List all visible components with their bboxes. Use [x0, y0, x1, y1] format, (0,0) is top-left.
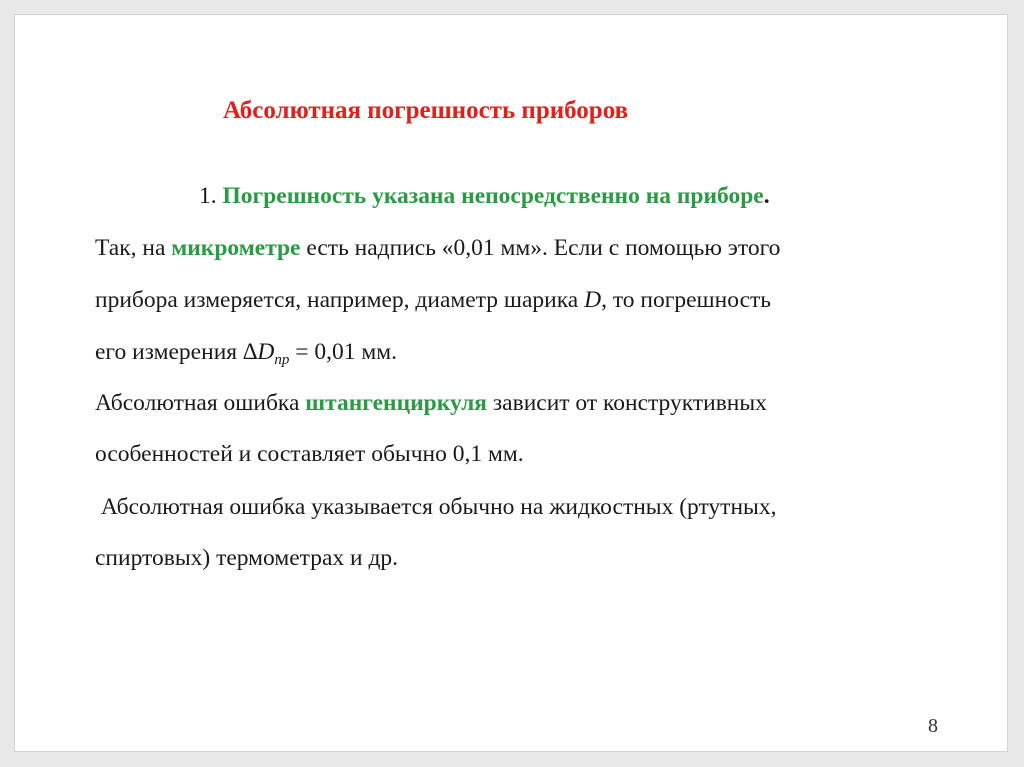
- variable-d: D: [584, 287, 602, 313]
- paragraph-line-1: [95, 233, 780, 263]
- point-1-period: .: [763, 183, 770, 209]
- page-number: 8: [928, 715, 938, 737]
- text-run: , то погрешность: [601, 287, 771, 313]
- subscript-pr: пр: [274, 352, 290, 368]
- term-micrometer: микрометре: [171, 235, 301, 261]
- text-run: = 0,01 мм.: [289, 339, 397, 365]
- term-caliper: штангенциркуля: [305, 390, 488, 416]
- text-run: зависит от конструктивных: [487, 390, 767, 416]
- paragraph-line-6: Абсолютная ошибка указывается обычно на жидкостных (ртутных,: [95, 494, 777, 520]
- point-1: [199, 181, 770, 211]
- text-run: прибора измеряется, например, диаметр шарика: [95, 287, 585, 313]
- text-run: Абсолютная ошибка: [95, 390, 306, 416]
- paragraph-line-2: [95, 285, 771, 315]
- text-run: есть надпись «0,01 мм». Если с помощью этого: [300, 235, 781, 261]
- point-1-text: Погрешность указана непосредственно на приборе: [222, 183, 764, 209]
- paragraph-line-5: особенностей и составляет обычно 0,1 мм.: [95, 441, 524, 467]
- text-run: Так, на: [95, 235, 172, 261]
- variable-d: D: [257, 339, 275, 365]
- paragraph-line-3: [95, 337, 397, 370]
- slide-title: Абсолютная погрешность приборов: [223, 97, 629, 124]
- text-run: его измерения ∆: [95, 339, 258, 365]
- slide: [14, 14, 1008, 752]
- paragraph-line-4: [95, 388, 767, 418]
- paragraph-line-7: спиртовых) термометрах и др.: [95, 545, 399, 571]
- point-1-number: 1.: [199, 183, 217, 209]
